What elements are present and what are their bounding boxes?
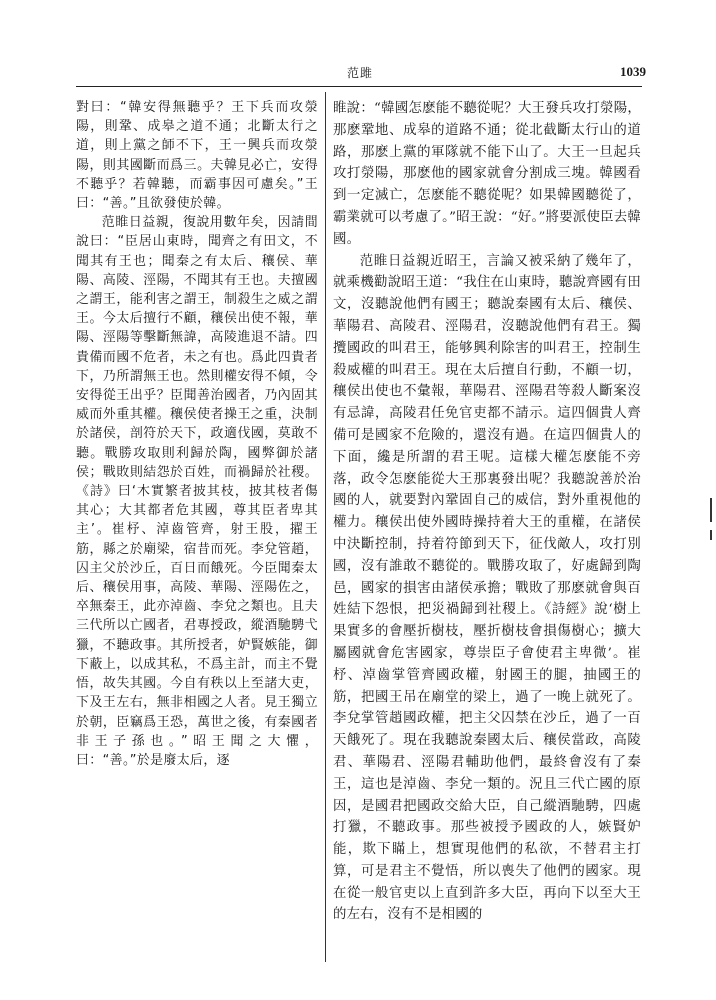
- original-text-column: [76, 98, 318, 968]
- original-paragraph-2: 范睢日益親，復說用數年矣，因請間說曰：“臣居山東時，聞齊之有田文，不聞其有王也；聞秦之有太后、穰侯、華陽、高陵、涇陽，不聞其有王也。夫擅國之謂王，能利害之謂王，制殺生之威之謂王。今太后擅行不顧，穰侯出使不報，華陽、涇陽等擊斷無諱，高陵進退不請。四貴備而國不危者，未之有也。爲此四貴者下，乃所謂無王也。然則權安得不傾，令安得從王出乎？臣聞善治國者，乃內固其威而外重其權。穰侯使者操王之重，決制於諸侯，剖符於天下，政適伐國，莫敢不聽。戰勝攻取則利歸於陶，國弊御於諸侯；戰敗則結怨於百姓，而禍歸於社稷。《詩》曰‘木實繁者披其枝，披其枝者傷其心；大其都者危其國，尊其臣者卑其主’。崔杼、淖齒管齊，射王股，擢王筋，縣之於廟梁，宿昔而死。李兌管趙，囚主父於沙丘，百日而餓死。今臣聞秦太后、穰侯用事，高陵、華陽、涇陽佐之，卒無秦王，此亦淖齒、李兌之類也。且夫三代所以亡國者，君專授政，縱酒馳騁弋獵，不聽政事。其所授者，妒賢嫉能，御下蔽上，以成其私，不爲主計，而主不覺悟，故失其國。今自有秩以上至諸大吏，下及王左右，無非相國之人者。見王獨立於朝，臣竊爲王恐，萬世之後，有秦國者非王子孫也。”昭王聞之大懼，曰：“善。”於是廢太后，逐: [76, 215, 318, 768]
- translation-paragraph-1: 睢說：“韓國怎麽能不聽從呢？大王發兵攻打滎陽，那麽鞏地、成皋的道路不通；從北截斷太行山的道路，那麽上黨的軍隊就不能下山了。大王一旦起兵攻打滎陽，那麽他的國家就會分割成三塊。韓國看到一定滅亡，怎麽能不聽從呢？如果韓國聽從了，霸業就可以考慮了。”昭王說：“好。”將要派使臣去韓國。: [333, 101, 641, 247]
- translation-column: [333, 98, 641, 978]
- column-divider: [325, 92, 326, 962]
- translation-paragraph-2: 范睢日益親近昭王，言論又被采納了幾年了，就乘機勸說昭王道：“我住在山東時，聽說齊國有田文，沒聽說他們有國王；聽說秦國有太后、穰侯、華陽君、高陵君、涇陽君，沒聽說他們有君王。獨攬國政的叫君王，能够興利除害的叫君王，控制生殺威權的叫君王。現在太后擅自行動，不顧一切，穰侯出使也不彙報，華陽君、涇陽君等殺人斷案沒有忌諱，高陵君任免官吏都不請示。這四個貴人齊備可是國家不危險的，還沒有過。在這四個貴人的下面，纔是所謂的君王呢。這樣大權怎麽能不旁落，政令怎麽能從大王那裏發出呢？我聽說善於治國的人，就要對內鞏固自己的威信，對外重視他的權力。穰侯出使外國時操持着大王的重權，在諸侯中決斷控制，持着符節到天下，征伐敵人，攻打別國，沒有誰敢不聽從的。戰勝攻取了，好處歸到陶邑，國家的損害由諸侯承擔；戰敗了那麽就會與百姓結下怨恨，把災禍歸到社稷上。《詩經》說‘樹上果實多的會壓折樹枝，壓折樹枝會損傷樹心；擴大屬國就會危害國家，尊崇臣子會使君主卑微’。崔杼、淖齒掌管齊國政權，射國王的腿，抽國王的筋，把國王吊在廟堂的梁上，過了一晚上就死了。李兌掌管趙國政權，把主父囚禁在沙丘，過了一百天餓死了。現在我聽說秦國太后、穰侯當政，高陵君、華陽君、涇陽君輔助他們，最終會沒有了秦王，這也是淖齒、李兌一類的。況且三代亡國的原因，是國君把國政交給大臣，自己縱酒馳騁，四處打獵，不聽政事。那些被授予國政的人，嫉賢妒能，欺下瞞上，想實現他們的私欲，不替君主打算，可是君主不覺悟，所以喪失了他們的國家。現在從一般官吏以上直到許多大臣，再向下以至大王的左右，沒有不是相國的: [333, 253, 641, 923]
- header-rule: [76, 86, 642, 87]
- original-paragraph-1: 對曰：“韓安得無聽乎？王下兵而攻滎陽，則鞏、成皋之道不通；北斷太行之道，則上黨之師不下，王一興兵而攻滎陽，則其國斷而爲三。夫韓見必亡，安得不聽乎？若韓聽，而霸事因可慮矣。”王曰：“善。”且欲發使於韓。: [76, 100, 318, 212]
- page-edge-mark: [710, 530, 712, 540]
- running-header-title: 范雎: [346, 66, 373, 80]
- page-edge-mark: [710, 498, 712, 522]
- page-number: 1039: [620, 64, 646, 79]
